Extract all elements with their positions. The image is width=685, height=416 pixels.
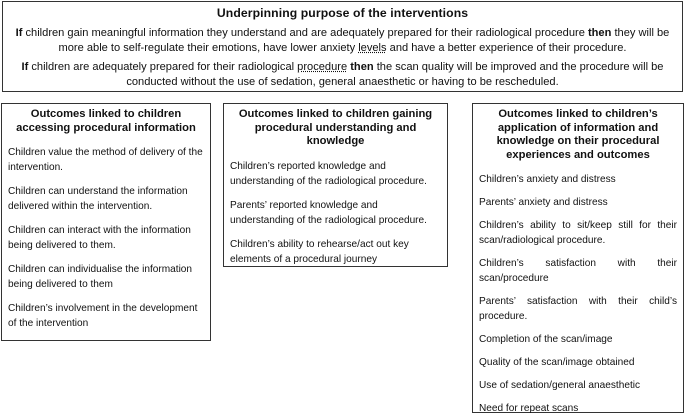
outcome-item: Children can interact with the information being delivered to them. (8, 225, 191, 252)
then-keyword: then (347, 61, 374, 74)
outcome-item: Children’s reported knowledge and understanding of the radiological procedure. (230, 160, 427, 187)
outcome-item: Children’s ability to rehearse/act out key elements of a procedural journey (230, 238, 409, 265)
result-text-end: and have a better experience of their procedure. (386, 41, 627, 54)
outcome-item: Completion of the scan/image (479, 334, 613, 346)
levels-word: levels (358, 41, 387, 54)
purpose-paragraph-1 (11, 26, 674, 55)
outcome-item: Parents’ anxiety and distress (479, 197, 608, 209)
outcome-item: Children can understand the information delivered within the intervention. (8, 186, 188, 213)
outcome-item: Children’s involvement in the development of the intervention (8, 303, 198, 330)
outcomes-box-application-of-knowledge (472, 103, 684, 413)
outcomes-title: Outcomes linked to children accessing procedural information (16, 108, 196, 134)
result-text: they will be more able to self-regulate their emotions, have lower anxiety (58, 27, 670, 54)
outcome-item: Children’s ability to sit/keep still for their scan/radiological procedure. (479, 220, 677, 247)
outcomes-box-accessing-information (1, 103, 211, 341)
outcome-item: Children value the method of delivery of the intervention. (8, 147, 203, 174)
purpose-title: Underpinning purpose of the interventions (216, 6, 469, 20)
outcome-item: Parents’ reported knowledge and understanding of the radiological procedure. (230, 199, 427, 226)
outcomes-title: Outcomes linked to children gaining procedural understanding and knowledge (238, 108, 433, 148)
then-keyword: then (587, 27, 612, 39)
result-text: the scan quality will be improved and the procedure will be conducted without the use of sedation, general anaesthetic or having to be rescheduled. (126, 61, 664, 88)
outcome-item: Use of sedation/general anaesthetic (479, 380, 641, 392)
condition-text: children are adequately prepared for their radiological (28, 61, 298, 74)
procedure-word: procedure (297, 61, 348, 74)
purpose-paragraph-2 (11, 60, 674, 89)
if-keyword: If (21, 61, 29, 74)
outcome-item: Quality of the scan/image obtained (479, 357, 635, 369)
outcomes-title: Outcomes linked to children’s application of information and knowledge on their procedural experiences and outcomes (496, 108, 660, 161)
outcome-item: Need for repeat scans (479, 403, 579, 415)
purpose-box (2, 1, 683, 92)
outcome-item: Parents’ satisfaction with their child’s procedure. (479, 296, 677, 323)
condition-text: children gain meaningful information they understand and are adequately prepared for their radiological procedure (22, 27, 588, 39)
outcome-item: Children’s satisfaction with their scan/procedure (479, 258, 677, 285)
outcome-item: Children can individualise the information being delivered to them (8, 264, 193, 291)
if-keyword: If (15, 27, 23, 39)
outcomes-box-procedural-understanding (223, 103, 448, 267)
outcome-item: Children’s anxiety and distress (479, 174, 616, 186)
